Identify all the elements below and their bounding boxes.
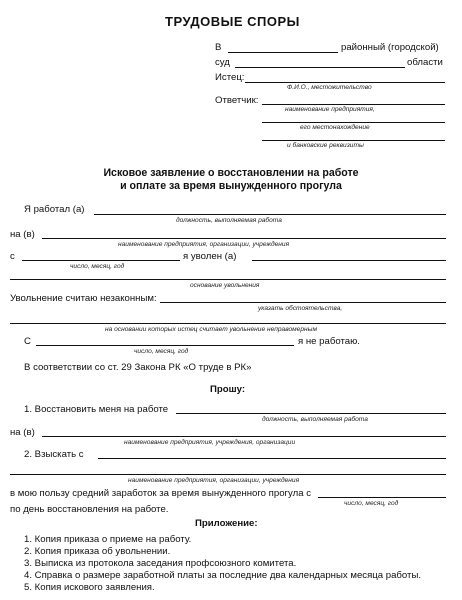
not-working-label: я не работаю. (298, 336, 360, 347)
defendant-label: Ответчик: (215, 95, 259, 106)
defendant-line-2 (262, 122, 445, 123)
court-name-line (228, 52, 338, 53)
appendix-item: 5. Копия искового заявления. (24, 582, 155, 593)
law-reference: В соответствии со ст. 29 Закона РК «О труде в РК» (24, 362, 252, 373)
request-at-label: на (в) (10, 427, 35, 438)
recover-org-line (10, 474, 446, 475)
from-date-line (22, 260, 180, 261)
request-heading: Прошу: (210, 384, 246, 395)
until-reinstatement: по день восстановления на работе. (10, 504, 169, 515)
fired-label: я уволен (а) (183, 251, 237, 262)
claim-heading-line-2: и оплате за время вынужденного прогула (120, 180, 342, 192)
date-caption-2: число, месяц, год (134, 348, 189, 355)
document-title: ТРУДОВЫЕ СПОРЫ (165, 14, 300, 29)
date-caption: число, месяц, год (70, 263, 125, 270)
plaintiff-line (245, 82, 445, 83)
appendix-item: 2. Копия приказа об увольнении. (24, 546, 171, 557)
basis-caption: на основании которых истец считает увольнение неправомерным (105, 326, 318, 333)
region-label: области (407, 57, 443, 68)
defendant-caption-1: наименование предприятия, (285, 106, 375, 113)
defendant-caption-3: и банковские реквизиты (287, 142, 364, 149)
salary-clause: в мою пользу средний заработок за время вынужденного прогула с (10, 488, 312, 499)
appendix-item: 4. Справка о размере заработной платы за последние два календарных месяца работы. (24, 570, 422, 581)
recover-from-line (98, 458, 446, 459)
addressee-v-label: В (215, 42, 222, 53)
request-employer-line (42, 436, 446, 437)
fired-reason-line (252, 260, 446, 261)
salary-date-line (318, 497, 446, 498)
illegal-dismissal-line (160, 302, 446, 303)
employer-at-label: на (в) (10, 229, 35, 240)
worked-as-label: Я работал (а) (24, 204, 85, 215)
dismissal-basis-caption: основание увольнения (190, 282, 260, 289)
circumstances-line (10, 323, 446, 324)
appendix-item: 1. Копия приказа о приеме на работу. (24, 534, 192, 545)
defendant-line-1 (262, 104, 445, 105)
claim-heading-line-1: Исковое заявление о восстановлении на работе (103, 167, 359, 179)
court-label: суд (215, 57, 230, 68)
court-type-label: районный (городской) (341, 42, 439, 53)
request-date-caption: число, месяц, год (344, 500, 399, 507)
region-line (235, 67, 405, 68)
request-org-caption-2: наименование предприятия, организации, учреждения (128, 477, 300, 484)
from-label: с (10, 251, 15, 262)
defendant-line-3 (262, 140, 445, 141)
worked-as-line (94, 214, 446, 215)
since-label: С (24, 336, 31, 347)
circumstances-caption: указать обстоятельства, (258, 305, 343, 312)
appendix-item: 3. Выписка из протокола заседания профсоюзного комитета. (24, 558, 297, 569)
dismissal-basis-line (10, 279, 446, 280)
illegal-dismissal-label: Увольнение считаю незаконным: (10, 293, 157, 304)
plaintiff-caption: Ф.И.О., местожительство (287, 84, 372, 91)
defendant-caption-2: его местонахождение (300, 124, 370, 131)
appendix-heading: Приложение: (195, 518, 258, 529)
reinstate-position-line (176, 413, 446, 414)
employer-line (42, 238, 446, 239)
request-position-caption: должность, выполняемая работа (262, 416, 368, 423)
since-date-line (36, 345, 294, 346)
organization-caption: наименование предприятия, организации, учреждения (118, 241, 290, 248)
plaintiff-label: Истец: (215, 72, 245, 83)
request-item-2: 2. Взыскать с (24, 449, 84, 460)
position-caption: должность, выполняемая работа (176, 217, 282, 224)
request-item-1: 1. Восстановить меня на работе (24, 404, 169, 415)
request-org-caption: наименование предприятия, учреждения, организации (124, 439, 296, 446)
